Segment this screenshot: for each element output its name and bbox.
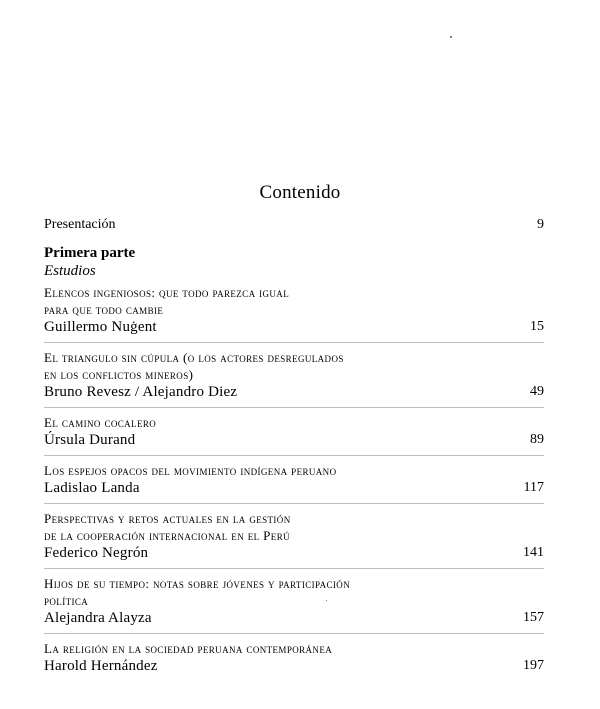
entry-author: Federico Negrón xyxy=(44,545,149,561)
page-number: 157 xyxy=(523,610,544,625)
entry-author: Bruno Revesz / Alejandro Diez xyxy=(44,384,238,400)
entry-author: Úrsula Durand xyxy=(44,432,136,448)
toc-presentation-row xyxy=(44,216,544,238)
divider xyxy=(44,407,544,408)
toc-entry xyxy=(44,414,544,449)
entry-author: Guillermo Nuġent xyxy=(44,319,157,335)
page-number: 197 xyxy=(523,658,544,673)
entry-author: Ladislao Landa xyxy=(44,480,140,496)
entry-title-line: de la cooperación internacional en el Perú xyxy=(44,528,291,543)
page-number: 117 xyxy=(523,480,544,495)
entry-title-line: para que todo cambie xyxy=(44,302,164,317)
part-heading: Primera parte xyxy=(44,245,136,261)
entry-title-line: El triangulo sin cúpula (o los actores desregulados xyxy=(44,350,344,365)
toc-entry xyxy=(44,640,544,675)
page-number: 49 xyxy=(530,384,544,399)
presentation-label: Presentación xyxy=(44,217,116,232)
page-number: 15 xyxy=(530,319,544,334)
toc-entry xyxy=(44,510,544,562)
divider xyxy=(44,568,544,569)
entry-title-line: en los conflictos mineros) xyxy=(44,367,194,382)
divider xyxy=(44,503,544,504)
scan-speck xyxy=(450,36,452,38)
divider xyxy=(44,455,544,456)
entry-author: Alejandra Alayza xyxy=(44,610,152,626)
page-title: Contenido xyxy=(259,182,341,203)
entry-title-line: Hijos de su tiempo: notas sobre jóvenes y participación xyxy=(44,576,351,591)
entry-title-line: política xyxy=(44,593,89,608)
entry-title-line: El camino cocalero xyxy=(44,415,157,430)
toc-entry xyxy=(44,575,544,627)
table-of-contents xyxy=(44,216,544,675)
entry-title-line: La religión en la sociedad peruana contemporánea xyxy=(44,641,333,656)
entry-author: Harold Hernández xyxy=(44,658,158,674)
divider xyxy=(44,342,544,343)
toc-entry xyxy=(44,462,544,497)
toc-entry xyxy=(44,284,544,336)
entry-title-line: Perspectivas y retos actuales en la gestión xyxy=(44,511,291,526)
part-subtitle: Estudios xyxy=(44,263,96,279)
divider xyxy=(44,633,544,634)
toc-entry xyxy=(44,349,544,401)
page-number: 141 xyxy=(523,545,544,560)
entry-title-line: Elencos ingeniosos: que todo parezca igual xyxy=(44,285,290,300)
page-number: 9 xyxy=(537,217,544,232)
entry-title-line: Los espejos opacos del movimiento indígena peruano xyxy=(44,463,337,478)
page-number: 89 xyxy=(530,432,544,447)
